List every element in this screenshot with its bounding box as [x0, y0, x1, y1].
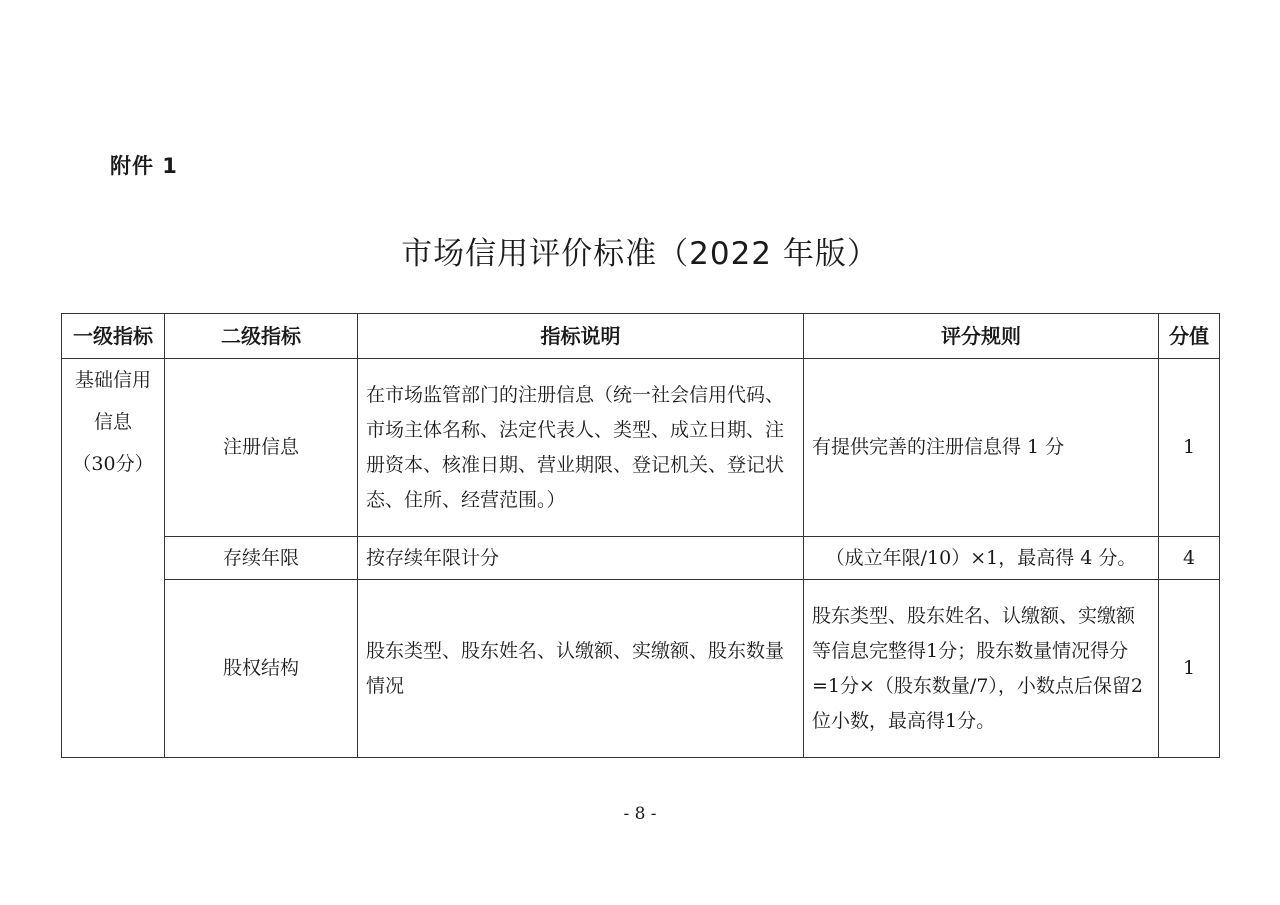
rule-cell: 有提供完善的注册信息得 1 分	[804, 359, 1159, 537]
attachment-label: 附件 1	[110, 154, 178, 178]
header-description: 指标说明	[358, 314, 804, 359]
table-row	[62, 537, 1220, 580]
table-header-row	[62, 314, 1220, 359]
description-cell: 在市场监管部门的注册信息（统一社会信用代码、市场主体名称、法定代表人、类型、成立日期、注册资本、核准日期、营业期限、登记机关、登记状态、住所、经营范围。）	[358, 359, 804, 537]
table-row	[62, 359, 1220, 537]
document-title: 市场信用评价标准（2022 年版）	[401, 236, 879, 272]
score-cell: 4	[1159, 537, 1220, 580]
page-number: - 8 -	[623, 804, 657, 824]
description-cell: 按存续年限计分	[358, 537, 804, 580]
description-cell: 股东类型、股东姓名、认缴额、实缴额、股东数量情况	[358, 580, 804, 758]
score-cell: 1	[1159, 359, 1220, 537]
header-level2: 二级指标	[165, 314, 358, 359]
level2-cell: 注册信息	[165, 359, 358, 537]
header-score: 分值	[1159, 314, 1220, 359]
level2-cell: 存续年限	[165, 537, 358, 580]
rule-cell: 股东类型、股东姓名、认缴额、实缴额等信息完整得1分；股东数量情况得分=1分×（股东数量/7），小数点后保留2位小数，最高得1分。	[804, 580, 1159, 758]
rule-cell: （成立年限/10）×1，最高得 4 分。	[804, 537, 1159, 580]
level2-cell: 股权结构	[165, 580, 358, 758]
level1-cell	[62, 359, 165, 758]
level1-line: （30分）	[72, 453, 154, 475]
table-row	[62, 580, 1220, 758]
criteria-table	[61, 313, 1220, 758]
header-level1: 一级指标	[62, 314, 165, 359]
level1-line: 基础信用	[74, 369, 151, 391]
header-rule: 评分规则	[804, 314, 1159, 359]
score-cell: 1	[1159, 580, 1220, 758]
level1-line: 信息	[93, 411, 132, 433]
